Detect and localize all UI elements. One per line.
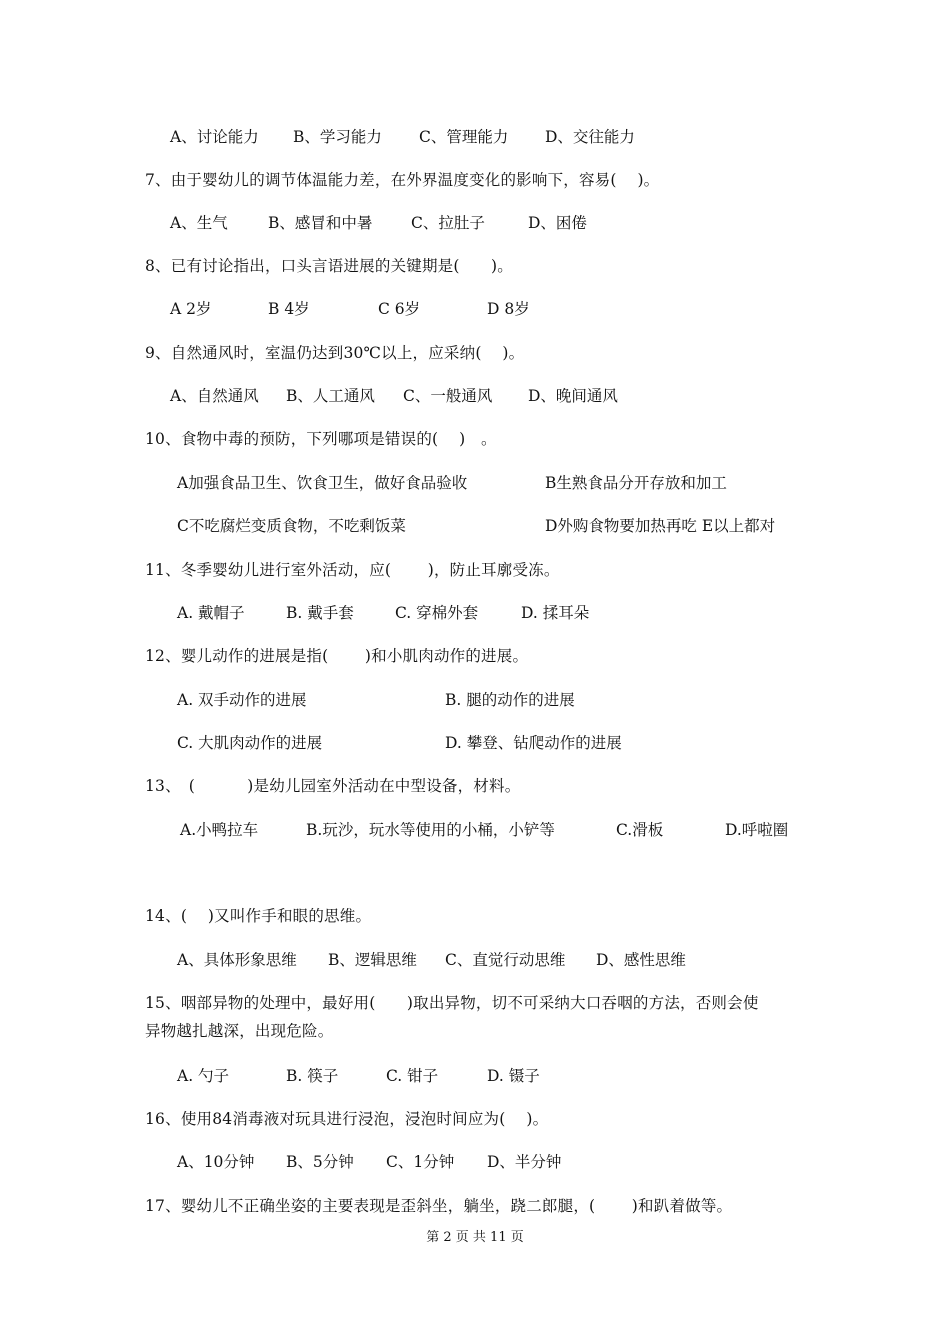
q14-option-b: B、逻辑思维 xyxy=(328,951,417,969)
q6-option-b: B、学习能力 xyxy=(293,128,382,146)
q10-option-a: A加强食品卫生、饮食卫生，做好食品验收 xyxy=(177,474,468,492)
q11-option-b: B. 戴手套 xyxy=(286,604,354,622)
q8-option-b: B 4岁 xyxy=(268,300,310,318)
q16-option-a: A、10分钟 xyxy=(177,1153,255,1171)
q16-question: 16、使用84消毒液对玩具进行浸泡，浸泡时间应为( )。 xyxy=(145,1110,549,1128)
q7-option-d: D、困倦 xyxy=(528,214,587,232)
q12-option-d: D. 攀登、钻爬动作的进展 xyxy=(445,734,622,752)
q6-option-a: A、讨论能力 xyxy=(170,128,259,146)
q11-option-d: D. 揉耳朵 xyxy=(521,604,590,622)
q9-option-d: D、晚间通风 xyxy=(528,387,618,405)
q11-option-a: A. 戴帽子 xyxy=(177,604,245,622)
q15-option-a: A. 勺子 xyxy=(177,1067,230,1085)
q15-option-b: B. 筷子 xyxy=(286,1067,339,1085)
q14-question: 14、( )又叫作手和眼的思维。 xyxy=(145,907,372,925)
q13-option-c: C.滑板 xyxy=(616,821,664,839)
q13-option-b: B.玩沙，玩水等使用的小桶，小铲等 xyxy=(306,821,555,839)
q15-question-line1: 15、咽部异物的处理中，最好用( )取出异物，切不可采纳大口吞咽的方法，否则会使 xyxy=(145,994,759,1012)
q10-option-b: B生熟食品分开存放和加工 xyxy=(545,474,727,492)
q15-option-d: D. 镊子 xyxy=(487,1067,540,1085)
q12-option-c: C. 大肌肉动作的进展 xyxy=(177,734,323,752)
q13-option-d: D.呼啦圈 xyxy=(725,821,789,839)
q16-option-b: B、5分钟 xyxy=(286,1153,354,1171)
q7-option-c: C、拉肚子 xyxy=(411,214,485,232)
q9-option-a: A、自然通风 xyxy=(170,387,259,405)
q8-option-a: A 2岁 xyxy=(170,300,212,318)
q14-option-c: C、直觉行动思维 xyxy=(445,951,566,969)
q11-option-c: C. 穿棉外套 xyxy=(395,604,479,622)
q16-option-d: D、半分钟 xyxy=(487,1153,562,1171)
q7-option-b: B、感冒和中暑 xyxy=(268,214,373,232)
q9-option-c: C、一般通风 xyxy=(403,387,493,405)
q6-option-c: C、管理能力 xyxy=(419,128,509,146)
q8-question: 8、已有讨论指出，口头言语进展的关键期是( )。 xyxy=(145,257,513,275)
q12-question: 12、婴儿动作的进展是指( )和小肌肉动作的进展。 xyxy=(145,647,529,665)
q17-question: 17、婴幼儿不正确坐姿的主要表现是歪斜坐，躺坐，跷二郎腿，( )和趴着做等。 xyxy=(145,1197,733,1215)
q12-option-b: B. 腿的动作的进展 xyxy=(445,691,575,709)
q7-question: 7、由于婴幼儿的调节体温能力差，在外界温度变化的影响下，容易( )。 xyxy=(145,171,660,189)
q9-option-b: B、人工通风 xyxy=(286,387,375,405)
q13-question: 13、 ( )是幼儿园室外活动在中型设备，材料。 xyxy=(145,777,521,795)
q10-question: 10、食物中毒的预防，下列哪项是错误的( ) 。 xyxy=(145,430,497,448)
q12-option-a: A. 双手动作的进展 xyxy=(177,691,307,709)
q8-option-c: C 6岁 xyxy=(378,300,421,318)
q11-question: 11、冬季婴幼儿进行室外活动，应( )，防止耳廓受冻。 xyxy=(145,561,560,579)
q10-option-d: D外购食物要加热再吃 E以上都对 xyxy=(545,517,776,535)
q15-question-line2: 异物越扎越深，出现危险。 xyxy=(145,1022,334,1040)
q14-option-d: D、感性思维 xyxy=(596,951,686,969)
q14-option-a: A、具体形象思维 xyxy=(177,951,297,969)
q8-option-d: D 8岁 xyxy=(487,300,530,318)
q6-option-d: D、交往能力 xyxy=(545,128,635,146)
q7-option-a: A、生气 xyxy=(170,214,228,232)
page-footer: 第 2 页 共 11 页 xyxy=(426,1230,524,1245)
q10-option-c: C不吃腐烂变质食物，不吃剩饭菜 xyxy=(177,517,406,535)
q15-option-c: C. 钳子 xyxy=(386,1067,439,1085)
q13-option-a: A.小鸭拉车 xyxy=(180,821,259,839)
q16-option-c: C、1分钟 xyxy=(386,1153,455,1171)
q9-question: 9、自然通风时，室温仍达到30℃以上，应采纳( )。 xyxy=(145,344,525,362)
